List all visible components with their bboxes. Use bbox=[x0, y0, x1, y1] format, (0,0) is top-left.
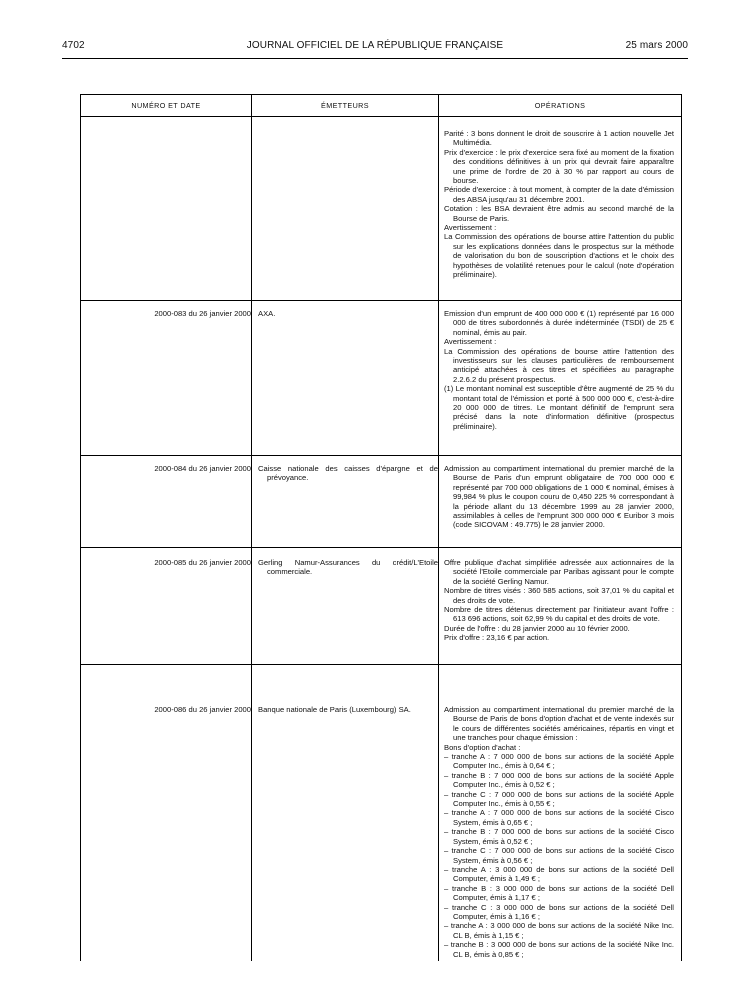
column-divider bbox=[438, 95, 439, 961]
operation-line: Avertissement : bbox=[444, 337, 497, 347]
column-divider bbox=[251, 95, 252, 961]
table-header bbox=[81, 95, 681, 117]
table-row bbox=[444, 309, 674, 431]
row-emetteur: AXA. bbox=[258, 309, 276, 318]
operation-line: – tranche A : 7 000 000 de bons sur actions de la société Cisco System, émis à 0,65 € ; bbox=[444, 808, 674, 827]
row-numero: 2000-085 du 26 janvier 2000 bbox=[154, 558, 251, 567]
operation-line: – tranche B : 7 000 000 de bons sur actions de la société Cisco System, émis à 0,52 € ; bbox=[444, 827, 674, 846]
column-header-numero: NUMÉRO ET DATE bbox=[131, 101, 201, 110]
operations-table bbox=[80, 94, 682, 961]
operation-line: Admission au compartiment international du premier marché de la Bourse de Paris d'un emprunt obligataire de 700 000 000 € représenté par 700 000 obligations de 1 000 € nominal, émises à 99,984 % plus le coupon couru de 0,450 225 % correspondant à la période allant du 13 décembre 1999 au 28 janvier 2000, assimilables à celles de l'emprunt 300 000 000 € Euribor 3 mois (code SICOVAM : 49.775) le 28 janvier 2000. bbox=[444, 464, 674, 530]
page-number: 4702 bbox=[62, 40, 85, 51]
operation-line: Avertissement : bbox=[444, 223, 497, 233]
page-header bbox=[62, 40, 688, 54]
row-numero: 2000-083 du 26 janvier 2000 bbox=[154, 309, 251, 318]
operation-line: La Commission des opérations de bourse attire l'attention des investisseurs sur les clauses particulières de remboursement anticipé attachées à ces titres et spécifiées au paragraphe 2.2.6.2 du présent prospectus. bbox=[444, 346, 674, 384]
operation-line: Prix d'exercice : le prix d'exercice sera fixé au moment de la fixation des conditions définitives à un prix qui devrait faire apparaître une prime de l'ordre de 20 à 30 % par rapport au cours de bourse. bbox=[444, 147, 674, 186]
emetteur-name: Gerling Namur-Assurances du crédit/L'Etoile commerciale. bbox=[258, 558, 438, 577]
journal-title: JOURNAL OFFICIEL DE LA RÉPUBLIQUE FRANÇAISE bbox=[246, 40, 504, 51]
operation-line: – tranche C : 7 000 000 de bons sur actions de la société Apple Computer Inc., émis à 0,55 € ; bbox=[444, 789, 674, 809]
row-divider bbox=[81, 455, 681, 456]
issue-date: 25 mars 2000 bbox=[625, 40, 688, 51]
row-numero: 2000-084 du 26 janvier 2000 bbox=[154, 464, 251, 473]
operation-line: – tranche C : 7 000 000 de bons sur actions de la société Cisco System, émis à 0,56 € ; bbox=[444, 846, 674, 865]
operation-line: Durée de l'offre : du 28 janvier 2000 au 10 février 2000. bbox=[444, 623, 630, 633]
operation-line: Prix d'offre : 23,16 € par action. bbox=[444, 633, 550, 643]
operation-line: – tranche A : 3 000 000 de bons sur actions de la société Dell Computer, émis à 1,49 € ; bbox=[444, 864, 674, 884]
operation-line: La Commission des opérations de bourse attire l'attention du public sur les explications données dans le prospectus sur la méthode de valorisation du bon de souscription d'actions et le choix des hypothèses de volatilité retenues pour le calcul (note d'opération préliminaire). bbox=[444, 232, 674, 280]
operation-line: Cotation : les BSA devraient être admis au second marché de la Bourse de Paris. bbox=[444, 204, 674, 223]
row-emetteur bbox=[258, 558, 438, 577]
header-rule bbox=[62, 58, 688, 59]
operation-line: Emission d'un emprunt de 400 000 000 € (1) représenté par 16 000 000 de titres subordonnés à durée indéterminée (TSDI) de 25 € nominal, émis au pair. bbox=[444, 309, 674, 337]
row-emetteur bbox=[258, 464, 438, 483]
operation-line: (1) Le montant nominal est susceptible d'être augmenté de 25 % du montant total de l'émission et porté à 500 000 000 €, c'est-à-dire 20 000 000 de titres. Le montant définitif de l'emprunt sera précisé dans la note d'information définitive (prospectus préliminaire). bbox=[444, 384, 674, 431]
table-row bbox=[444, 705, 674, 959]
column-header-operations: OPÉRATIONS bbox=[534, 101, 586, 110]
operation-line: – tranche C : 3 000 000 de bons sur actions de la société Dell Computer, émis à 1,16 € ; bbox=[444, 902, 674, 921]
operation-line: Bons d'option d'achat : bbox=[444, 742, 521, 752]
operation-line: – tranche A : 3 000 000 de bons sur actions de la société Nike Inc. CL B, émis à 1,15 € ; bbox=[444, 921, 674, 940]
row-divider bbox=[81, 300, 681, 301]
operation-line: Nombre de titres détenus directement par l'initiateur avant l'offre : 613 696 actions, soit 62,99 % du capital et des droits de vote. bbox=[444, 605, 674, 624]
row-emetteur: Banque nationale de Paris (Luxembourg) SA. bbox=[258, 705, 411, 714]
operation-line: Période d'exercice : à tout moment, à compter de la date d'émission des ABSA jusqu'au 31 décembre 2001. bbox=[444, 185, 674, 204]
row-divider bbox=[81, 547, 681, 548]
operation-line: Admission au compartiment international du premier marché de la Bourse de Paris de bons d'option d'achat et de vente indexés sur le cours de différentes sociétés américaines, répartis en vingt et une tranches pour chaque émission : bbox=[444, 705, 674, 743]
table-row bbox=[444, 558, 674, 643]
row-numero: 2000-086 du 26 janvier 2000 bbox=[154, 705, 251, 714]
operation-line: Parité : 3 bons donnent le droit de souscrire à 1 action nouvelle Jet Multimédia. bbox=[444, 129, 674, 148]
operation-line: – tranche B : 7 000 000 de bons sur actions de la société Apple Computer Inc., émis à 0,52 € ; bbox=[444, 770, 674, 790]
operation-line: – tranche B : 3 000 000 de bons sur actions de la société Dell Computer, émis à 1,17 € ; bbox=[444, 883, 674, 903]
operation-line: Nombre de titres visés : 360 585 actions, soit 37,01 % du capital et des droits de vote. bbox=[444, 586, 674, 605]
operation-line: Offre publique d'achat simplifiée adressée aux actionnaires de la société l'Etoile commerciale par Paribas agissant pour le compte de la société Gerling Namur. bbox=[444, 558, 674, 586]
emetteur-name: Caisse nationale des caisses d'épargne et de prévoyance. bbox=[258, 464, 438, 483]
row-divider bbox=[81, 664, 681, 665]
operation-line: – tranche B : 3 000 000 de bons sur actions de la société Nike Inc. CL B, émis à 0,85 € ; bbox=[444, 940, 674, 959]
table-row bbox=[444, 129, 674, 280]
table-row bbox=[444, 464, 674, 530]
column-header-emetteurs: ÉMETTEURS bbox=[321, 101, 369, 110]
operation-line: – tranche A : 7 000 000 de bons sur actions de la société Apple Computer Inc., émis à 0,64 € ; bbox=[444, 752, 674, 771]
